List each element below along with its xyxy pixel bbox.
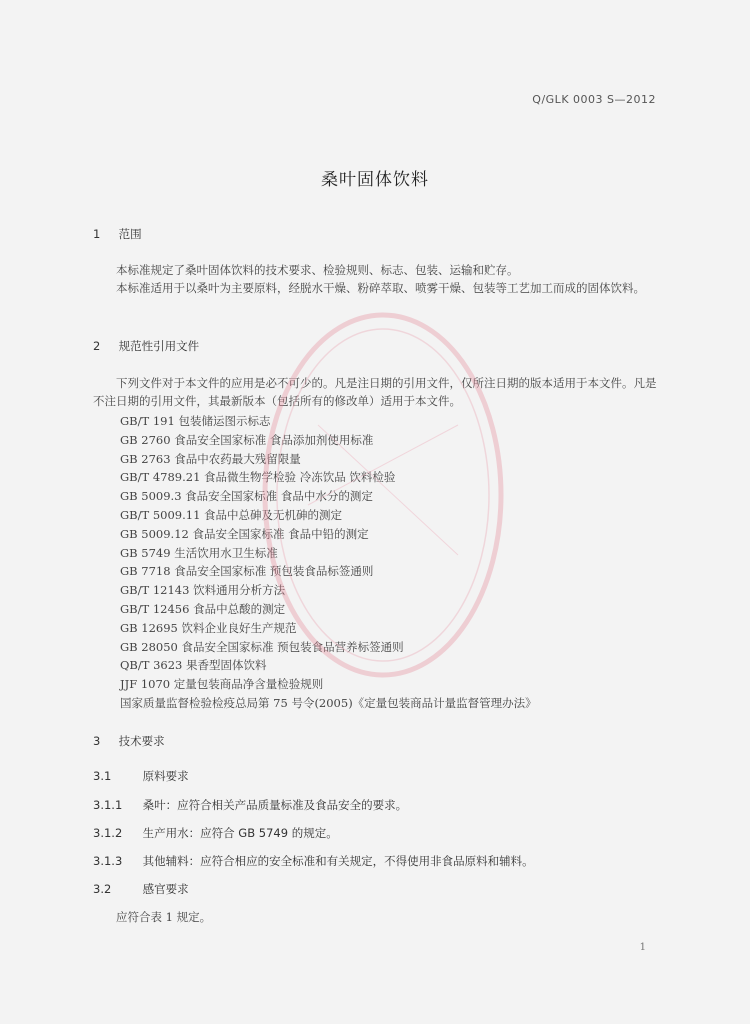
subsection-title: 感官要求: [142, 882, 189, 896]
subsection-number: 3.1.2: [93, 826, 123, 840]
section-1-heading: [93, 226, 142, 242]
reference-item: GB/T 12143 饮料通用分析方法: [120, 583, 286, 598]
subsection-number: 3.1: [93, 769, 112, 783]
section-3-heading: [93, 733, 165, 749]
subsection-number: 3.1.3: [93, 854, 123, 868]
reference-item: GB 2760 食品安全国家标准 食品添加剂使用标准: [120, 432, 374, 447]
section-number: 2: [93, 339, 101, 353]
reference-item: GB 12695 饮料企业良好生产规范: [120, 620, 297, 635]
official-seal-stamp: [258, 305, 508, 685]
references-intro: 下列文件对于本文件的应用是必不可少的。凡是注日期的引用文件，仅所注日期的版本适用于本文件。凡是不注日期的引用文件，其最新版本（包括所有的修改单）适用于本文件。: [93, 376, 657, 408]
section-number: 1: [93, 227, 101, 241]
section-2-heading: [93, 338, 199, 354]
subsection-3-1-3: [93, 853, 534, 869]
subsection-text: 其他辅料：应符合相应的安全标准和有关规定，不得使用非食品原料和辅料。: [142, 854, 534, 868]
reference-item: GB/T 191 包装储运图示标志: [120, 414, 271, 428]
reference-item: JJF 1070 定量包装商品净含量检验规则: [120, 677, 324, 692]
subsection-3-2: [93, 881, 189, 897]
subsection-3-1: [93, 768, 189, 784]
section-title: 技术要求: [118, 734, 165, 748]
scope-paragraph-1: 本标准规定了桑叶固体饮料的技术要求、检验规则、标志、包装、运输和贮存。: [116, 263, 519, 277]
scope-paragraph-2: 本标准适用于以桑叶为主要原料，经脱水干燥、粉碎萃取、喷雾干燥、包装等工艺加工而成的固体饮料。: [116, 281, 645, 295]
subsection-title: 原料要求: [142, 769, 189, 783]
subsection-text: 桑叶：应符合相关产品质量标准及食品安全的要求。: [142, 798, 408, 812]
reference-item: GB 7718 食品安全国家标准 预包装食品标签通则: [120, 564, 374, 579]
reference-item: GB 2763 食品中农药最大残留限量: [120, 451, 301, 466]
page-number: 1: [639, 942, 646, 953]
standard-code: Q/GLK 0003 S—2012: [532, 93, 656, 106]
sensory-requirement-text: 应符合表 1 规定。: [116, 910, 212, 924]
subsection-number: 3.1.1: [93, 798, 123, 812]
reference-item: GB 28050 食品安全国家标准 预包装食品营养标签通则: [120, 639, 404, 654]
reference-item: GB 5009.3 食品安全国家标准 食品中水分的测定: [120, 489, 373, 504]
reference-item: GB/T 4789.21 食品微生物学检验 冷冻饮品 饮料检验: [120, 470, 396, 485]
subsection-3-1-2: [93, 825, 338, 841]
subsection-3-1-1: [93, 797, 407, 813]
reference-item: GB 5749 生活饮用水卫生标准: [120, 545, 278, 560]
section-title: 规范性引用文件: [118, 339, 200, 353]
document-title: 桑叶固体饮料: [321, 170, 429, 190]
section-number: 3: [93, 734, 101, 748]
subsection-number: 3.2: [93, 882, 112, 896]
reference-item: GB 5009.12 食品安全国家标准 食品中铅的测定: [120, 526, 369, 541]
reference-item: QB/T 3623 果香型固体饮料: [120, 658, 267, 673]
section-title: 范围: [118, 227, 142, 241]
reference-item: GB/T 5009.11 食品中总砷及无机砷的测定: [120, 507, 343, 522]
reference-item: 国家质量监督检验检疫总局第 75 号令(2005)《定量包装商品计量监督管理办法》: [120, 695, 537, 710]
subsection-text: 生产用水：应符合 GB 5749 的规定。: [142, 826, 338, 840]
reference-item: GB/T 12456 食品中总酸的测定: [120, 601, 286, 616]
